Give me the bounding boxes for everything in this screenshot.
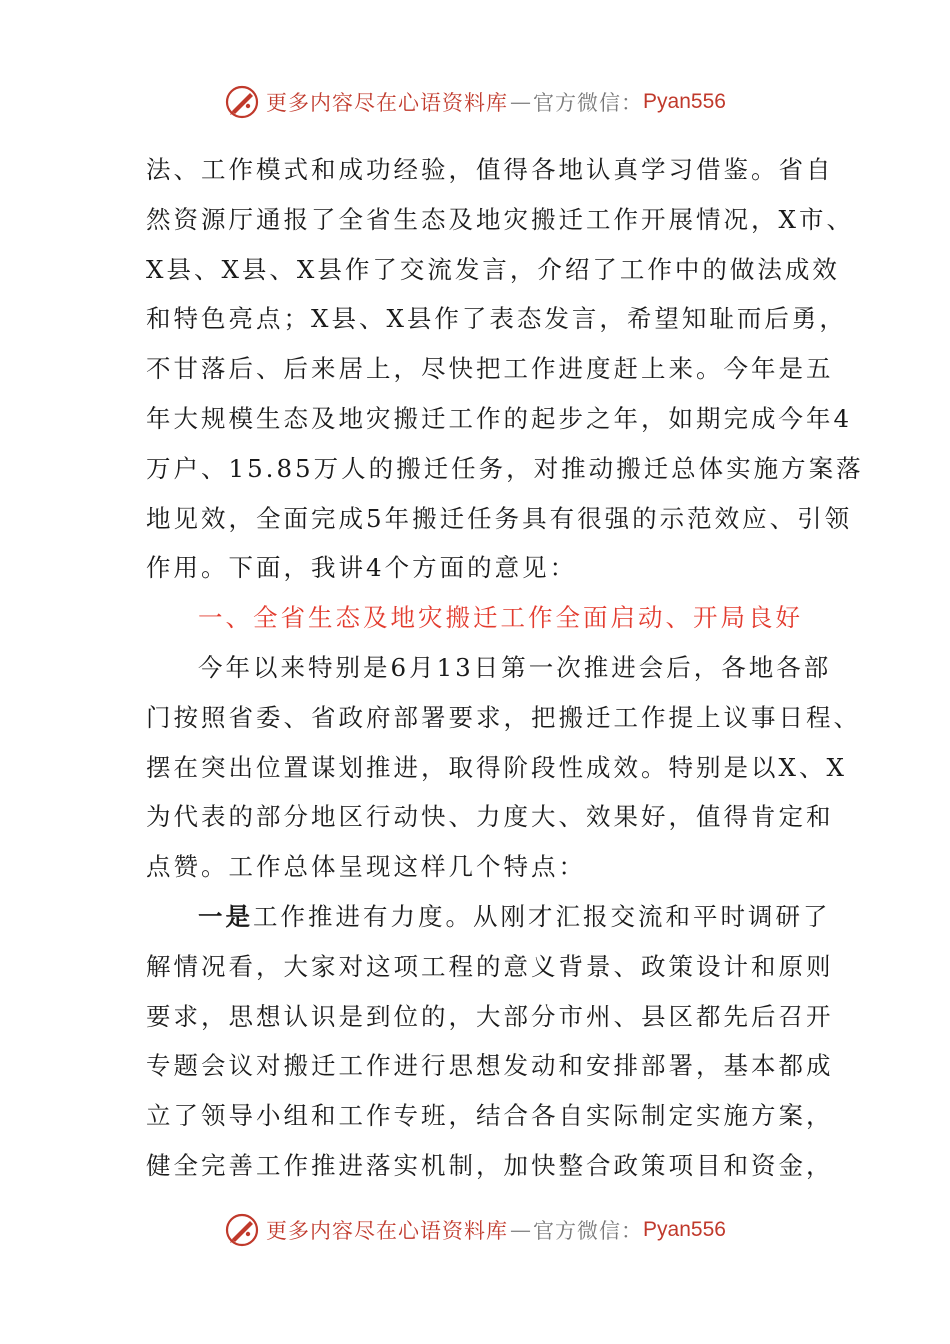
banner-wechat-label: 官方微信： [533,91,644,115]
text-line: 健全完善工作推进落实机制，加快整合政策项目和资金， [146,1150,834,1180]
header-banner [0,80,950,124]
banner-dash: — [510,1218,532,1242]
quill-pen-logo-icon [224,84,260,120]
banner-wechat-id: Pyan556 [643,90,726,113]
text-line: 不甘落后、后来居上，尽快把工作进度赶上来。今年是五 [146,354,834,384]
text-line: 摆在突出位置谋划推进，取得阶段性成效。特别是以X、X [146,752,847,782]
document-body [146,145,864,1191]
text-line: 为代表的部分地区行动快、力度大、效果好，值得肯定和 [146,802,834,832]
text-line: 和特色亮点；X县、X县作了表态发言，希望知耻而后勇， [146,304,847,334]
text-line: 立了领导小组和工作专班，结合各自实际制定实施方案， [146,1101,834,1131]
text-line: 解情况看，大家对这项工程的意义背景、政策设计和原则 [146,951,834,981]
text-line: 万户、15.85万人的搬迁任务，对推动搬迁总体实施方案落 [146,453,864,483]
text-line: 地见效，全面完成5年搬迁任务具有很强的示范效应、引领 [146,503,853,533]
text-line: 法、工作模式和成功经验，值得各地认真学习借鉴。省自 [146,155,834,184]
text-line: 要求，思想认识是到位的，大部分市州、县区都先后召开 [146,1001,834,1031]
text-line: 今年以来特别是6月13日第一次推进会后，各地各部 [198,652,832,682]
text-line: 点赞。工作总体呈现这样几个特点： [146,852,586,882]
text-line: 作用。下面，我讲4个方面的意见： [146,553,578,583]
section-heading: 一、全省生态及地灾搬迁工作全面启动、开局良好 [198,603,803,633]
text-line: 专题会议对搬迁工作进行思想发动和安排部署，基本都成 [146,1051,834,1081]
text-line: 然资源厅通报了全省生态及地灾搬迁工作开展情况，X市、 [146,204,854,234]
text-line: 年大规模生态及地灾搬迁工作的起步之年，如期完成今年4 [146,403,853,433]
banner-site-name: 更多内容尽在心语资料库 [266,91,509,115]
banner-dash: — [510,90,532,114]
banner-site-name: 更多内容尽在心语资料库 [266,1219,509,1243]
text-line [146,892,831,942]
banner-wechat-id: Pyan556 [643,1218,726,1241]
quill-pen-logo-icon [224,1212,260,1248]
bold-lead: 一是 [198,901,253,931]
text-line: X县、X县、X县作了交流发言，介绍了工作中的做法成效 [146,254,840,284]
banner-wechat-label: 官方微信： [533,1219,644,1243]
text-line: 门按照省委、省政府部署要求，把搬迁工作提上议事日程、 [146,702,861,732]
text-span: 工作推进有力度。从刚才汇报交流和平时调研了 [253,901,831,931]
footer-banner [0,1208,950,1252]
